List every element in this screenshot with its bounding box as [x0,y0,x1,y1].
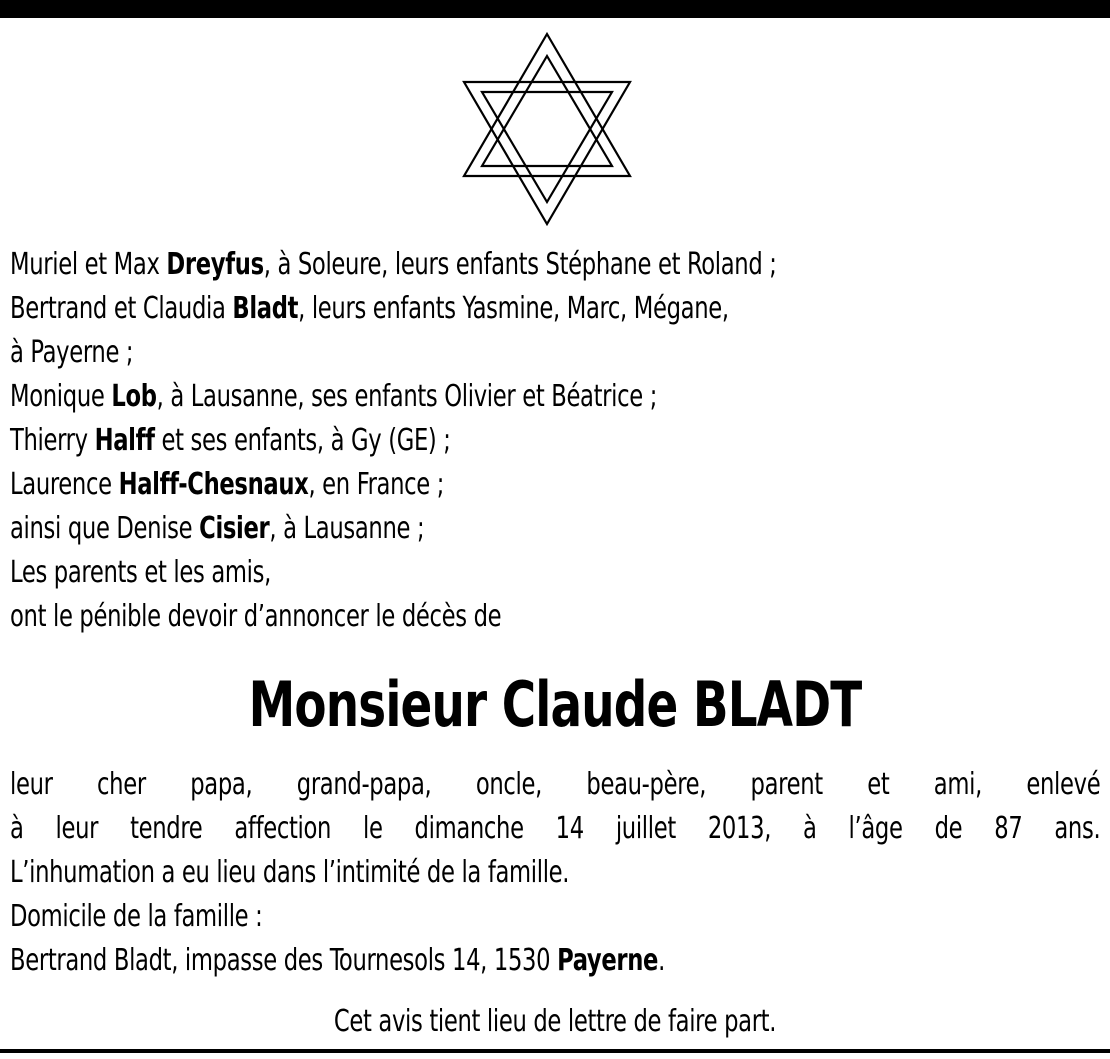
details-line: Domicile de la famille : [10,899,263,934]
family-line: Monique Lob, à Lausanne, ses enfants Olivier et Béatrice ; [10,379,658,414]
family-line: Les parents et les amis, [10,555,271,590]
details-line: à leur tendre affection le dimanche 14 juillet 2013, à l’âge de 87 ans. [10,811,1101,846]
family-address: Bertrand Bladt, impasse des Tournesols 14, 1530 Payerne. [10,943,665,978]
details-line: leur cher papa, grand-papa, oncle, beau-père, parent et ami, enlevé [10,767,1101,802]
family-line: Muriel et Max Dreyfus, à Soleure, leurs enfants Stéphane et Roland ; [10,247,777,282]
announcement-line: ont le pénible devoir d’annoncer le décès de [10,599,502,634]
top-border-rule [0,0,1110,18]
family-line: Thierry Halff et ses enfants, à Gy (GE) ; [10,423,451,458]
family-line: Laurence Halff-Chesnaux, en France ; [10,467,445,502]
address-city: Payerne [557,943,659,978]
family-line: à Payerne ; [10,335,134,370]
star-of-david-icon [460,30,634,226]
closing-note: Cet avis tient lieu de lettre de faire part. [333,1004,777,1039]
deceased-name-heading: Monsieur Claude BLADT [248,668,862,741]
details-line: L’inhumation a eu lieu dans l’intimité de la famille. [10,855,570,890]
family-line: Bertrand et Claudia Bladt, leurs enfants Yasmine, Marc, Mégane, [10,291,729,326]
bottom-border-rule [0,1049,1110,1053]
family-line: ainsi que Denise Cisier, à Lausanne ; [10,511,425,546]
family-list [10,243,1100,639]
details-block [10,763,1100,983]
